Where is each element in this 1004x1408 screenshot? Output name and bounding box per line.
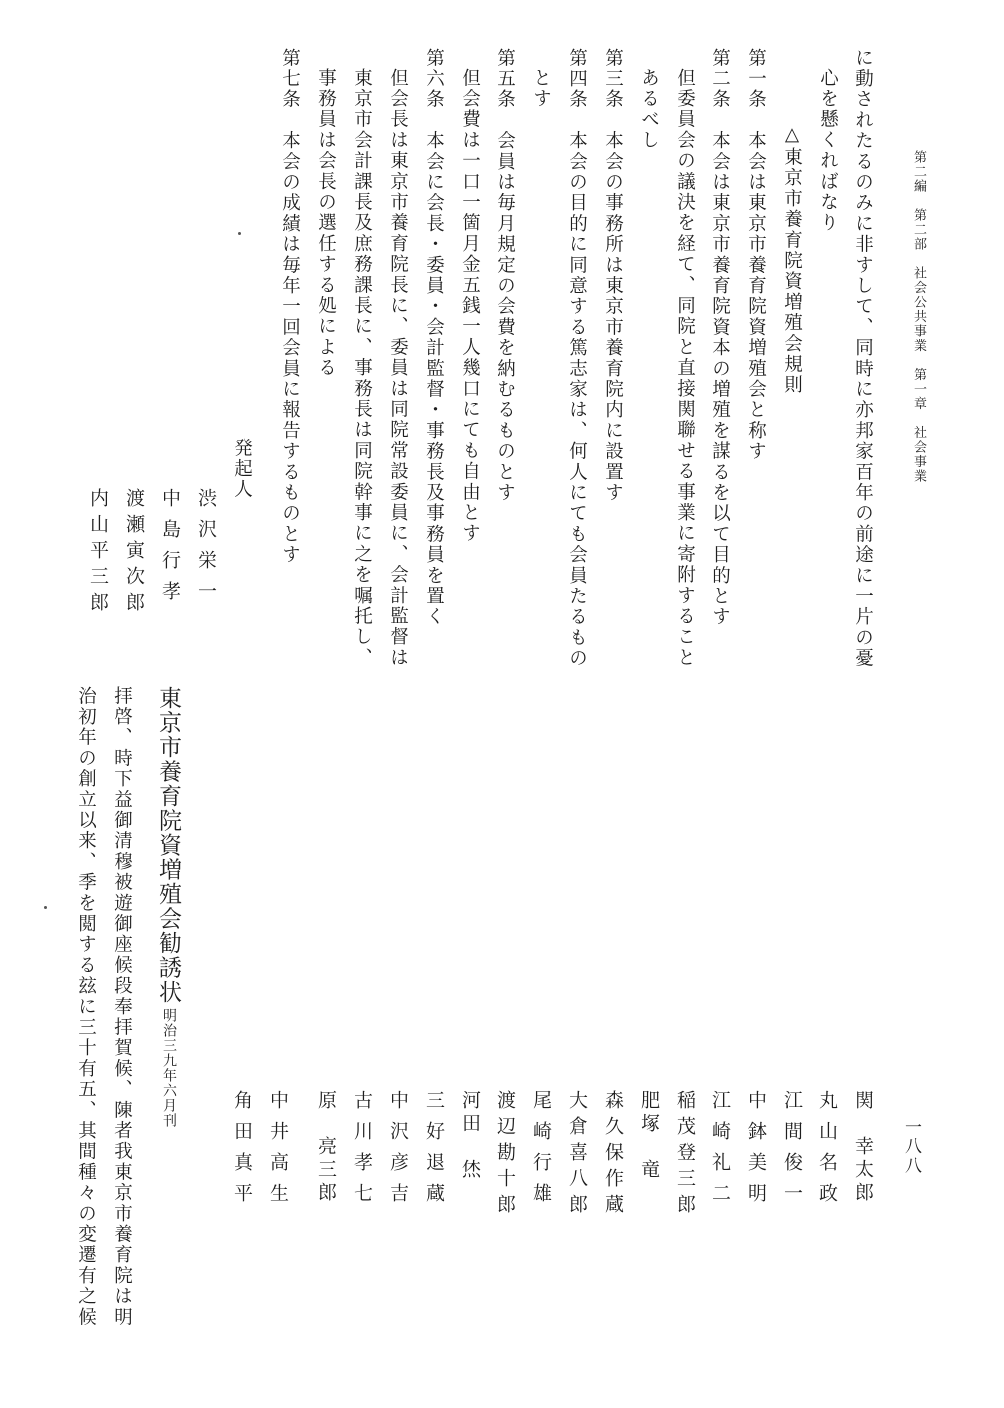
article-3: 第三条 本会の事務所は東京市養育院内に設置す (602, 48, 624, 504)
promoters-label: 発起人 (231, 438, 253, 501)
member-name: 渡辺勘十郎 (494, 1090, 516, 1220)
member-name: 河田 烋 (459, 1090, 481, 1182)
text-line: とす (530, 68, 552, 110)
text-line: 但会長は東京市養育院長に、委員は同院常設委員に、会計監督は (387, 68, 409, 669)
text-line: 但委員会の議決を経て、同院と直接関聯せる事業に寄附すること (674, 68, 696, 669)
body-line: 拝啓、時下益御清穆被遊御座候段奉拝賀候、陳者我東京市養育院は明 (111, 686, 133, 1328)
scan-speck (238, 232, 241, 235)
promoter-name: 渡瀬寅次郎 (123, 488, 145, 618)
text-line: 但会費は一口一箇月金五銭一人幾口にても自由とす (459, 68, 481, 545)
member-name: 肥塚 竜 (638, 1090, 660, 1182)
section-heading: △東京市養育院資増殖会規則 (781, 124, 803, 396)
member-name: 原 亮三郎 (315, 1090, 337, 1205)
running-head: 第二編 第二部 社会公共事業 第一章 社会事業 (911, 150, 926, 484)
member-name: 江崎礼二 (709, 1090, 731, 1214)
publication-date: 明治三九年六月刊 (161, 1008, 177, 1128)
member-name: 稲茂登三郎 (674, 1090, 696, 1220)
article-2: 第二条 本会は東京市養育院資本の増殖を謀るを以て目的とす (709, 48, 731, 628)
member-name: 森久保作蔵 (602, 1090, 624, 1220)
member-name: 中鉢美明 (745, 1090, 767, 1214)
text-line: 事務員は会長の選任する処による (315, 68, 337, 379)
member-name: 丸山名政 (816, 1090, 838, 1214)
member-name: 江間俊一 (781, 1090, 803, 1214)
text-line: 心を懸くればなり (817, 68, 839, 234)
promoter-name: 渋沢栄一 (195, 488, 217, 612)
article-4: 第四条 本会の目的に同意する篤志家は、何人にても会員たるもの (566, 48, 588, 669)
body-line: 治初年の創立以来、季を閲する玆に三十有五、其間種々の変遷有之候 (75, 686, 97, 1328)
promoter-name: 内山平三郎 (87, 488, 109, 618)
text-line: あるべし (638, 68, 660, 151)
circular-title: 東京市養育院資増殖会勧誘状 (155, 686, 181, 1005)
text-line: 東京市会計課長及庶務課長に、事務長は同院幹事に之を嘱托し、 (351, 68, 373, 669)
article-6: 第六条 本会に会長・委員・会計監督・事務長及事務員を置く (423, 48, 445, 628)
article-1: 第一条 本会は東京市養育院資増殖会と称す (745, 48, 767, 462)
page-number: 一八八 (901, 1118, 921, 1176)
member-name: 中井高生 (267, 1090, 289, 1214)
member-name: 大倉喜八郎 (566, 1090, 588, 1220)
member-name: 角田真平 (231, 1090, 253, 1214)
member-name: 中沢彦吉 (387, 1090, 409, 1214)
text-line: に動されたるのみに非すして、同時に亦邦家百年の前途に一片の憂 (852, 48, 874, 669)
member-name: 関 幸太郎 (852, 1090, 874, 1205)
article-5: 第五条 会員は毎月規定の会費を納むるものとす (494, 48, 516, 504)
promoter-name: 中島行孝 (159, 488, 181, 612)
article-7: 第七条 本会の成績は毎年一回会員に報告するものとす (279, 48, 301, 566)
member-name: 三好退蔵 (423, 1090, 445, 1214)
scan-speck (44, 906, 47, 909)
member-name: 古川孝七 (351, 1090, 373, 1214)
member-name: 尾崎行雄 (530, 1090, 552, 1214)
